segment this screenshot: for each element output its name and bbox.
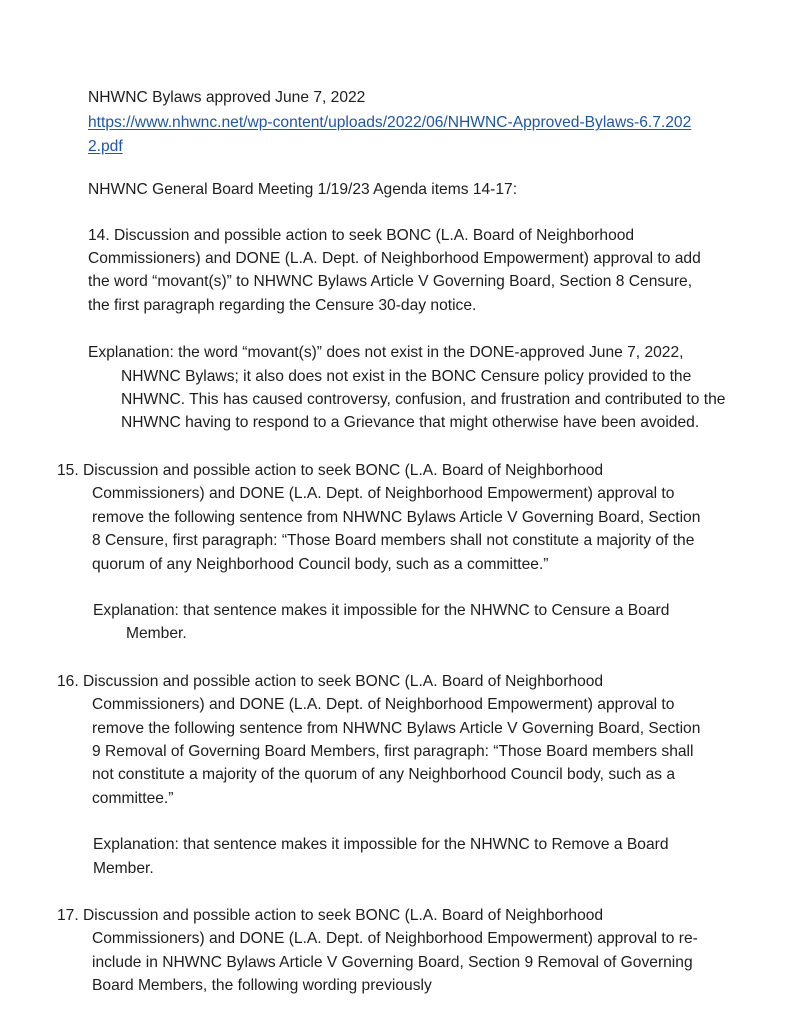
agenda-item-16 [57, 670, 708, 880]
agenda-item-16-explanation: Explanation: that sentence makes it impossible for the NHWNC to Remove a Board Member. [93, 836, 669, 877]
agenda-item-17-text [57, 904, 702, 998]
agenda-item-14-explanation: Explanation: the word “movant(s)” does not exist in the DONE-approved June 7, 2022, NHWNC Bylaws; it also does not exist in the BONC Censure policy provided to the NHWNC. This has caused controversy, confusion, and frustration and contributed to the NHWNC having to respond to a Grievance that might otherwise have been avoided. [88, 344, 726, 432]
agenda-item-17-body: Discussion and possible action to seek BONC (L.A. Board of Neighborhood Commissioners) and DONE (L.A. Dept. of Neighborhood Empowerment) approval to re-include in NHWNC Bylaws Article V Governing Board, Section 9 Removal of Governing Board Members, the following wording previously [83, 906, 698, 995]
document-body [57, 86, 726, 998]
agenda-item-14-number: 14. [88, 226, 110, 244]
agenda-item-14 [88, 224, 726, 435]
agenda-item-15-text [57, 459, 702, 576]
bylaws-title: NHWNC Bylaws approved June 7, 2022 [88, 89, 366, 106]
agenda-item-16-body: Discussion and possible action to seek BONC (L.A. Board of Neighborhood Commissioners) and DONE (L.A. Dept. of Neighborhood Empowerment) approval to remove the following sentence from NHWNC Bylaws Article V Governing Board, Section 9 Removal of Governing Board Members, first paragraph: “Those Board members shall not constitute a majority of the quorum of any Neighborhood Council body, such as a committee.” [83, 672, 701, 807]
agenda-item-15 [57, 459, 708, 646]
meeting-header: NHWNC General Board Meeting 1/19/23 Agenda items 14-17: [88, 181, 518, 199]
agenda-item-14-body: Discussion and possible action to seek BONC (L.A. Board of Neighborhood Commissioners) and DONE (L.A. Dept. of Neighborhood Empowerment) approval to add the word “movant(s)” to NHWNC Bylaws Article V Governing Board, Section 8 Censure, the first paragraph regarding the Censure 30-day notice. [88, 226, 701, 314]
agenda-item-16-text [57, 670, 702, 810]
agenda-item-17 [57, 904, 708, 998]
bylaws-pdf-link[interactable]: https://www.nhwnc.net/wp-content/uploads/2022/06/NHWNC-Approved-Bylaws-6.7.2022.pdf [88, 114, 692, 155]
agenda-item-15-explanation: Explanation: that sentence makes it impossible for the NHWNC to Censure a Board Member. [93, 601, 670, 643]
agenda-item-14-text [88, 224, 708, 318]
agenda-item-15-body: Discussion and possible action to seek BONC (L.A. Board of Neighborhood Commissioners) and DONE (L.A. Dept. of Neighborhood Empowerment) approval to remove the following sentence from NHWNC Bylaws Article V Governing Board, Section 8 Censure, first paragraph: “Those Board members shall not constitute a majority of the quorum of any Neighborhood Council body, such as a committee.” [83, 461, 701, 573]
agenda-item-16-number: 16. [57, 672, 79, 690]
agenda-item-15-number: 15. [57, 461, 79, 479]
agenda-item-17-number: 17. [57, 906, 79, 924]
